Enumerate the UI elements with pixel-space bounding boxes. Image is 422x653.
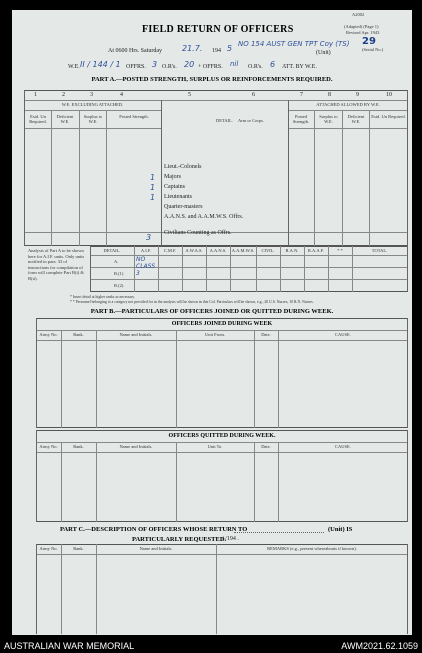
serial-no-handwritten: 29 [362,36,376,47]
quitted-col-cause: CAUSE. [335,444,351,449]
archive-footer [0,638,422,653]
col-header-deficient: Deficient W.E. [56,114,74,124]
quitted-col-army-no: Army No. [39,444,58,449]
form-title: FIELD RETURN OF OFFICERS [142,24,294,35]
analysis-table [90,246,408,292]
date-handwritten: 21.7. [182,44,203,53]
col-number-1: 1 [34,92,37,98]
part-c-date: / /194 . [222,536,239,542]
year-prefix: 194 [212,48,221,54]
ors2-label: O.R's. [248,64,263,70]
col-header-estd: Estd. Un Required. [29,114,47,124]
part-c-col-remarks: REMARKS (e.g., present whereabouts if known). [267,546,357,551]
col-number-6: 6 [252,92,255,98]
offrs-label: OFFRS. [126,64,146,70]
analysis-header-total: TOTAL. [371,248,388,253]
posted-total-handwritten: 3 [146,233,152,242]
quitted-col-unit-to: Unit To. [207,444,223,449]
quitted-col-date: Date. [261,444,271,449]
analysis-header-aamws: A.A.M.W.S. [231,248,255,253]
offrs2-label: + OFFRS. [198,64,223,70]
part-c-unit-blank [234,532,324,533]
quitted-col-rank: Rank. [73,444,84,449]
serial-no-label: (Serial No.) [362,47,384,52]
analysis-footnote-2: * * Personnel belonging to a category not provided for in the analysis will be shown in this Col. Particulars will be shown, e.g., 20 U.S. Nurses, 10 R.N. Nurses. [70,300,314,304]
col-header-posted: Posted Strength. [119,114,149,119]
col-number-7: 7 [300,92,303,98]
group-left-header: W.E. EXCLUDING ATTACHED. [61,102,124,107]
analysis-header-awas: A.W.A.S. [185,248,203,253]
col-header-estd-right: Estd. Un Required. [371,114,406,119]
rank-aans: A.A.N.S. and A.A.M.W.S. Offrs. [164,214,244,220]
at-line-prefix: At 0600 Hrs. Saturday [108,48,162,54]
joined-col-rank: Rank. [73,332,84,337]
analysis-header-civil: CIVIL. [261,248,275,253]
joined-col-cause: CAUSE. [335,332,351,337]
ors2-handwritten: 6 [270,60,276,69]
analysis-header-detail: DETAIL. [103,248,121,253]
year-handwritten: 5 [227,44,233,53]
analysis-header-aans: A.A.N.S. [209,248,227,253]
part-a-table [24,90,408,246]
detail-header: DETAIL. [215,118,233,123]
att-label: ATT. BY W.E. [282,64,317,70]
col-number-8: 8 [328,92,331,98]
col-number-9: 9 [356,92,359,98]
part-c-col-name: Name and Initials. [139,546,173,551]
analysis-note: Analysis of Part A to be shown here for A.I.F. units. Only units notified in para. 33 of instructions for compilation of form will complete Part B(i) & B(ii). [28,248,85,281]
part-c-unit-label: (Unit) IS [328,526,353,533]
rank-captains: Captains [164,184,185,190]
col-number-10: 10 [386,92,392,98]
joined-col-unit-from: Unit From. [204,332,225,337]
part-c-table [36,544,408,634]
part-a-title: PART A.—POSTED STRENGTH, SURPLUS OR REINFORCEMENTS REQUIRED. [91,76,333,83]
col-number-2: 2 [62,92,65,98]
analysis-header-aif: A.I.F. [140,248,152,253]
col-header-arm: Arm or Corps. [237,118,265,123]
rank-quarter-masters: Quarter-masters [164,204,203,210]
rank-lieutenants: Lieutenants [164,194,192,200]
analysis-aif-handwritten: NO CLASS 3 [136,256,156,277]
part-b-title: PART B.—PARTICULARS OF OFFICERS JOINED OR QUITTED DURING WEEK. [90,308,334,315]
we-handwritten: II / 144 / 1 [80,60,121,69]
posted-majors-handwritten: 1 [150,173,156,182]
offrs2-handwritten: nil [230,60,239,68]
offrs-handwritten: 3 [152,60,158,69]
col-number-5: 5 [188,92,191,98]
form-ref-adapted: (Adapted) (Page 1) [344,24,379,29]
quitted-title: OFFICERS QUITTED DURING WEEK. [168,433,276,439]
col-header-deficient-right: Deficient W.E. [347,114,365,124]
posted-lieutenants-handwritten: 1 [150,193,156,202]
unit-label: (Unit) [316,50,331,56]
quitted-table [36,430,408,522]
analysis-row-b1: B.(1) [114,271,124,276]
joined-col-army-no: Army No. [39,332,58,337]
group-right-header: ATTACHED ALLOWED BY W.E. [316,102,380,107]
analysis-footnote-1: * Insert detail at higher ranks as necessary. [70,295,135,299]
rank-civilians: Civilians Counting as Offrs. [164,230,232,236]
posted-captains-handwritten: 1 [150,183,156,192]
part-c-col-rank: Rank. [73,546,84,551]
ors-handwritten: 20 [184,60,195,69]
part-c-title: PART C.—DESCRIPTION OF OFFICERS WHOSE RETURN TO [60,526,248,533]
part-c-subtitle: PARTICULARLY REQUESTED. [132,536,227,543]
analysis-header-other: * * [337,248,343,253]
rank-majors: Majors [164,174,181,180]
analysis-header-raaf: R.A.A.F. [307,248,325,253]
footer-institution: AUSTRALIAN WAR MEMORIAL [4,641,135,651]
form-ref-revised: Revised Apr. 1943 [346,30,380,35]
col-header-posted-right: Posted Strength. [292,114,310,124]
col-number-3: 3 [90,92,93,98]
col-header-surplus: Surplus to W.E. [83,114,103,124]
quitted-col-name: Name and Initials. [119,444,153,449]
analysis-row-b2: B.(2) [114,283,124,288]
col-number-4: 4 [120,92,123,98]
analysis-row-a: A. [114,259,119,264]
joined-col-name: Name and Initials. [119,332,153,337]
rank-lieut-colonels: Lieut.-Colonels [164,164,202,170]
joined-col-date: Date. [261,332,271,337]
analysis-header-ran: R.A.N. [285,248,299,253]
part-c-col-army-no: Army No. [39,546,58,551]
unit-handwritten: NO 154 AUST GEN TPT Coy (TS) [238,40,350,48]
col-header-surplus-right: Surplus to W.E. [319,114,338,124]
we-label: W.E. [68,64,80,70]
form-ref: A2002 [352,12,365,17]
joined-table [36,318,408,428]
joined-title: OFFICERS JOINED DURING WEEK [171,321,273,327]
form-page [12,10,412,635]
analysis-header-cmf: C.M.F. [163,248,177,253]
ors-label: O.R's. [162,64,177,70]
footer-accession-number: AWM2021.62.1059 [341,641,418,651]
